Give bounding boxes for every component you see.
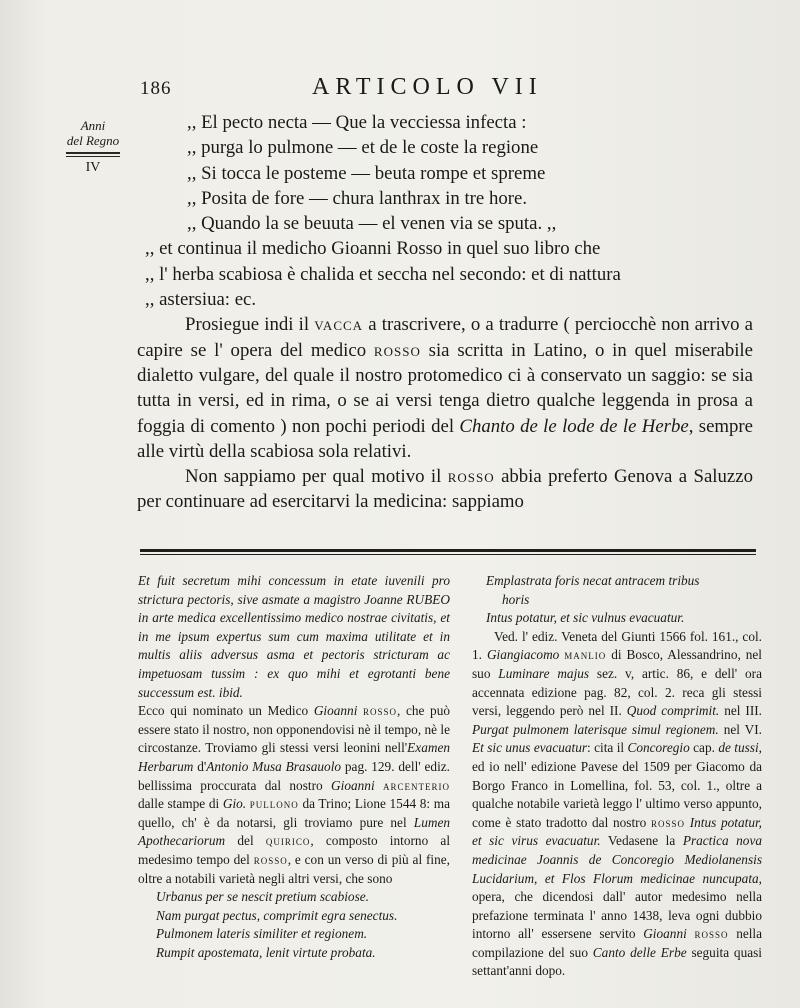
page-header	[0, 74, 800, 104]
verse-line: ,, Posita de fore — chura lanthrax in tre hore.	[187, 187, 528, 209]
paragraph-1: Prosiegue indi il vacca a trascrivere, o a tradurre ( perciocchè non arrivo a capire se l' opera del medico rosso sia scritta in Latino, o in quel miserabile dialetto vulgare, del quale il nostro protomedico ci à conservato un saggio: se sia tutta in versi, ed in rima, o se ai versi tenga dietro qualche leggenda in prosa a foggia di comento ) non pochi periodi del Chanto de le lode de le Herbe, sempre alle virtù della scabiosa sola relativi.	[137, 314, 754, 462]
latin-verse: Urbanus per se nescit pretium scabiose.	[156, 889, 369, 905]
margin-note-rule	[66, 152, 120, 157]
divider-thick-rule	[140, 549, 756, 552]
margin-note-anni: Anni	[80, 118, 106, 133]
margin-note-number: IV	[85, 160, 101, 175]
latin-verse: Intus potatur, et sic vulnus evacuatur.	[486, 610, 685, 626]
verse-line: ,, Quando la se beuuta — el venen via se sputa. ,,	[187, 213, 557, 235]
divider-thin-rule	[140, 554, 756, 555]
footnote-right-body: Ved. l' ediz. Veneta del Giunti 1566 fol. 161., col. 1. Giangiacomo manlio di Bosco, Alessandrino, nel suo Luminare majus sez. v, artic. 86, e dell' ora accennata edizione pag. 82, col. 2. reca gli stessi versi, leggendo però nel II. Quod comprimit. nel III. Purgat pulmonem laterisque simul regionem. nel VI. Et sic unus evacuatur: cita il Concoregio cap. de tussi, ed io nell' edizione Pavese del 1509 per Giacomo da Borgo Franco in Lomellina, fol. 53, col. 1., oltre a qualche notabile varietà leggo l' ultimo verso appunto, come è stato tradotto dal nostro rosso Intus potatur, et sic virus evacuatur. Vedasene la Practica nova medicinae Joannis de Concoregio Mediolanensis Lucidarium, et Flos Florum medicinae nuncupata, opera, che dicendosi dall' autor medesimo nella prefazione terminata l' anno 1438, leva ogni dubbio intorno all' essersene servito Gioanni rosso nella compilazione del suo Canto delle Erbe seguita quasi settant'anni dopo.	[472, 628, 763, 979]
quote-line: ,, l' herba scabiosa è chalida et seccha nel secondo: et di nattura	[145, 263, 621, 285]
latin-verse: Pulmonem lateris similiter et regionem.	[156, 926, 368, 942]
latin-verse: Nam purgat pectus, comprimit egra senectus.	[156, 907, 398, 923]
verse-line: ,, Si tocca le posteme — beuta rompe et spreme	[187, 162, 546, 184]
paragraph-2: Non sappiamo per qual motivo il rosso abbia preferto Genova a Saluzzo per continuare ad esercitarvi la medicina: sappiamo	[137, 466, 753, 513]
latin-verse: Rumpit apostemata, lenit virtute probata.	[156, 944, 376, 960]
latin-verse: horis	[502, 591, 530, 607]
latin-verse: Emplastrata foris necat antracem tribus	[486, 573, 700, 588]
margin-note	[58, 118, 128, 176]
margin-note-regno: del Regno	[66, 133, 120, 148]
main-text	[137, 110, 753, 515]
page-number: 186	[140, 78, 172, 99]
quote-line: ,, et continua il medicho Gioanni Rosso in quel suo libro che	[145, 238, 601, 260]
verse-line: ,, El pecto necta — Que la vecciessa infecta :	[187, 112, 527, 133]
footnote-right-column	[472, 572, 762, 981]
verse-line: ,, purga lo pulmone — et de le coste la regione	[187, 137, 539, 159]
footnote-left-body: Ecco qui nominato un Medico Gioanni rosso, che può essere stato il nostro, non opponendovisi nè il tempo, nè le circostanze. Troviamo gli stessi versi leonini nell'Examen Herbarum d'Antonio Musa Brasauolo pag. 129. dell' ediz. bellissima proccurata dal nostro Gioanni arcenterio dalle stampe di Gio. pullono da Trino; Lione 1544 8: ma quello, ch' è da notarsi, gli troviamo pure nel Lumen Apothecariorum del quirico, composto intorno al medesimo tempo del rosso, e con un verso di più al fine, oltre a notabili varietà negli altri versi, che sono	[138, 703, 451, 886]
latin-quote: Et fuit secretum mihi concessum in etate iuvenili pro strictura pectoris, sive asmate a magistro Joanne RUBEO in arte medica excellentissimo medico nostrae civitatis, et in me ipsum expertus sum cum maxima utilitate et in multis aliis adversus asma et pectoris stricturam ac impetuosam tussim : ex quo mihi et egrotanti bene successum est. ibid.	[138, 573, 450, 700]
footnote-left-column	[138, 572, 450, 962]
running-title: ARTICOLO VII	[312, 74, 543, 100]
footnote-divider	[140, 549, 756, 555]
quote-line: ,, astersiua: ec.	[145, 289, 257, 311]
